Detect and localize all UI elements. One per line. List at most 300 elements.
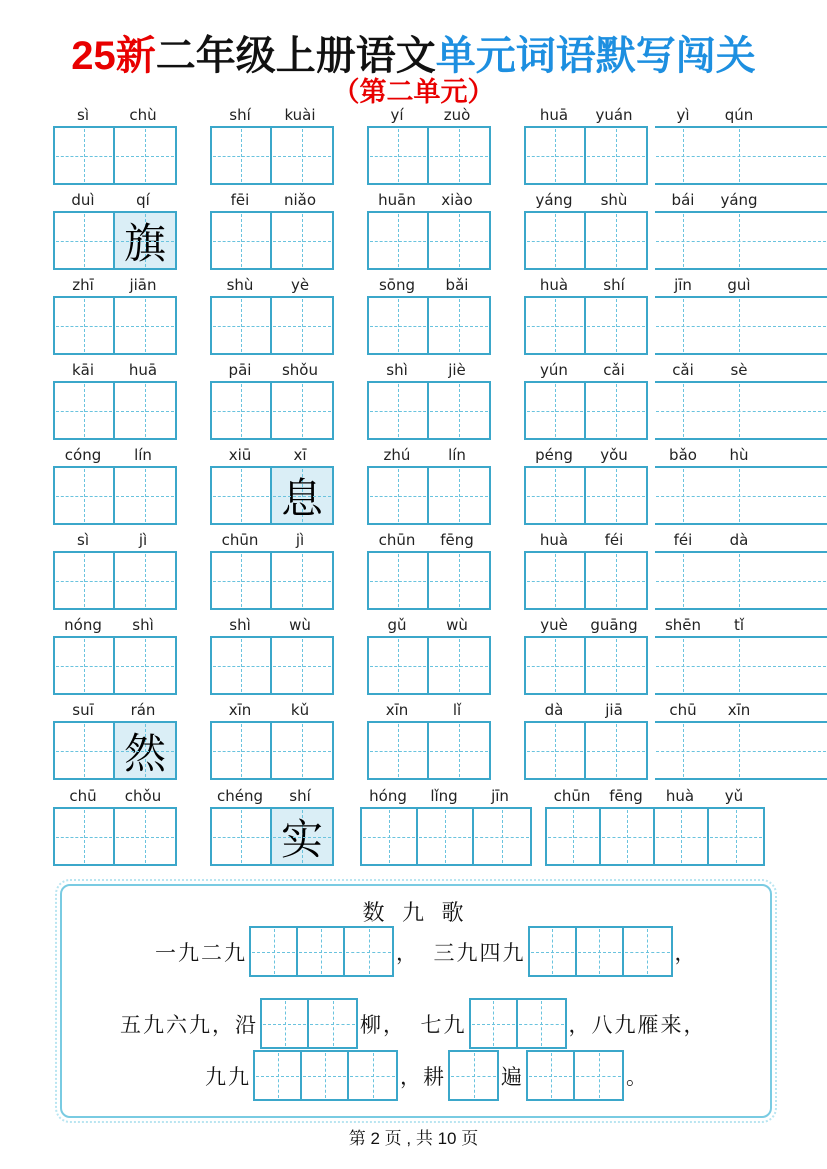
writing-grid [545, 807, 765, 866]
character-cell[interactable] [272, 553, 332, 608]
pinyin-label [524, 531, 648, 551]
pinyin-label [210, 446, 334, 466]
pinyin-label [367, 531, 491, 551]
pinyin-syllable: jì [295, 531, 305, 549]
character-cell[interactable] [711, 383, 767, 438]
word-group [53, 106, 177, 185]
title-part-red: 25新 [71, 34, 156, 78]
writing-grid [210, 381, 334, 440]
poem-writing-grid [528, 926, 673, 977]
character-cell[interactable] [586, 213, 646, 268]
pinyin-label [545, 787, 765, 807]
pinyin-label [210, 191, 334, 211]
word-group [524, 531, 648, 610]
pinyin-syllable: lín [134, 446, 152, 464]
character-cell[interactable] [369, 383, 429, 438]
word-group [524, 106, 648, 185]
character-cell[interactable] [474, 809, 530, 864]
character-cell[interactable] [429, 298, 489, 353]
pinyin-syllable: jì [138, 531, 148, 549]
character-cell[interactable] [429, 638, 489, 693]
word-group [210, 531, 334, 610]
character-cell[interactable] [55, 723, 115, 778]
character-cell[interactable] [575, 1052, 622, 1099]
pinyin-label [655, 616, 827, 636]
writing-grid [210, 807, 334, 866]
pinyin-syllable: bái [671, 191, 695, 209]
writing-grid [53, 381, 177, 440]
character-cell[interactable] [369, 298, 429, 353]
pinyin-label [210, 701, 334, 721]
word-group [655, 106, 827, 185]
character-cell[interactable] [429, 383, 489, 438]
pinyin-label [210, 787, 334, 807]
word-group [367, 701, 491, 780]
word-group [53, 446, 177, 525]
pinyin-label [655, 701, 827, 721]
pinyin-syllable: xiào [441, 191, 473, 209]
pinyin-syllable: yí [390, 106, 404, 124]
writing-grid [210, 126, 334, 185]
word-group [210, 616, 334, 695]
character-cell[interactable] [711, 128, 767, 183]
pinyin-syllable: shì [229, 616, 251, 634]
poem-line [155, 926, 698, 977]
character-cell[interactable] [272, 723, 332, 778]
word-group [53, 531, 177, 610]
writing-grid [524, 211, 648, 270]
writing-grid [524, 721, 648, 780]
pinyin-syllable: yuán [595, 106, 633, 124]
character-cell[interactable] [655, 298, 711, 353]
pinyin-label [367, 191, 491, 211]
pinyin-syllable: shǒu [281, 361, 318, 379]
character-cell[interactable] [429, 553, 489, 608]
character-cell[interactable] [115, 553, 175, 608]
character-cell[interactable] [528, 1052, 575, 1099]
character-cell[interactable] [418, 809, 474, 864]
poem-title: 数 九 歌 [362, 900, 470, 925]
character-cell[interactable] [429, 128, 489, 183]
character-cell[interactable] [369, 213, 429, 268]
character-cell[interactable] [586, 298, 646, 353]
pinyin-syllable: yè [290, 276, 310, 294]
pinyin-syllable: fēi [230, 191, 250, 209]
pinyin-label [367, 106, 491, 126]
character-cell[interactable] [711, 298, 767, 353]
writing-grid [655, 636, 827, 695]
pinyin-label [53, 361, 177, 381]
pinyin-syllable: kuài [284, 106, 316, 124]
poem-text: 五九六九，沿 [120, 1012, 258, 1037]
character-cell[interactable] [526, 723, 586, 778]
character-cell[interactable] [577, 928, 624, 975]
character-cell[interactable] [586, 723, 646, 778]
pinyin-syllable: jīn [491, 787, 509, 805]
character-cell[interactable] [212, 553, 272, 608]
pinyin-syllable: xī [293, 446, 307, 464]
character-cell[interactable] [711, 468, 767, 523]
character-cell[interactable] [212, 809, 272, 864]
character-cell[interactable] [526, 128, 586, 183]
writing-grid [655, 466, 827, 525]
filled-character: 实 [280, 817, 323, 864]
character-cell[interactable] [711, 553, 767, 608]
writing-grid [53, 636, 177, 695]
pinyin-label [524, 106, 648, 126]
clipped-cell-pad [767, 298, 827, 353]
character-cell[interactable] [55, 128, 115, 183]
word-group [367, 276, 491, 355]
character-cell[interactable] [212, 128, 272, 183]
character-cell[interactable] [711, 638, 767, 693]
writing-grid [367, 636, 491, 695]
pinyin-label [655, 106, 827, 126]
writing-grid [210, 466, 334, 525]
character-cell[interactable] [362, 809, 418, 864]
writing-grid [524, 636, 648, 695]
character-cell[interactable] [526, 213, 586, 268]
character-cell[interactable] [711, 213, 767, 268]
pinyin-syllable: shí [603, 276, 625, 294]
word-group [210, 276, 334, 355]
character-cell[interactable] [345, 928, 392, 975]
pinyin-syllable: chù [129, 106, 157, 124]
pinyin-syllable: lǐng [430, 787, 458, 805]
pinyin-label [524, 276, 648, 296]
pinyin-syllable: guì [727, 276, 751, 294]
character-cell[interactable] [298, 928, 345, 975]
word-group [655, 616, 827, 695]
character-cell[interactable] [369, 638, 429, 693]
poem-text: ，耕 [400, 1064, 446, 1089]
pinyin-label [210, 361, 334, 381]
pinyin-syllable: jīn [674, 276, 692, 294]
writing-grid [655, 721, 827, 780]
character-cell[interactable] [526, 638, 586, 693]
word-group [367, 191, 491, 270]
character-cell[interactable] [471, 1000, 518, 1047]
character-cell[interactable] [369, 128, 429, 183]
pinyin-syllable: cóng [64, 446, 102, 464]
character-cell[interactable] [55, 468, 115, 523]
character-cell[interactable] [212, 468, 272, 523]
writing-grid [367, 211, 491, 270]
writing-grid [367, 551, 491, 610]
pinyin-syllable: xiū [228, 446, 252, 464]
pinyin-syllable: chūn [378, 531, 416, 549]
writing-grid [524, 551, 648, 610]
character-cell[interactable] [655, 638, 711, 693]
character-cell[interactable] [530, 928, 577, 975]
pinyin-syllable: pāi [228, 361, 252, 379]
character-cell[interactable] [309, 1000, 356, 1047]
character-cell[interactable] [115, 298, 175, 353]
pinyin-syllable: yǔ [724, 787, 744, 805]
word-group [210, 446, 334, 525]
character-cell[interactable] [212, 638, 272, 693]
pinyin-syllable: shì [386, 361, 408, 379]
pinyin-syllable: jiān [129, 276, 157, 294]
writing-grid [53, 551, 177, 610]
pinyin-syllable: shēn [664, 616, 702, 634]
pinyin-syllable: lín [448, 446, 466, 464]
pinyin-syllable: huà [665, 787, 695, 805]
pinyin-syllable: guāng [590, 616, 638, 634]
writing-grid [655, 211, 827, 270]
pinyin-syllable: chūn [553, 787, 591, 805]
character-cell[interactable] [212, 298, 272, 353]
word-group [524, 701, 648, 780]
pinyin-syllable: gǔ [387, 616, 407, 634]
character-cell[interactable] [272, 809, 332, 864]
character-cell[interactable] [711, 723, 767, 778]
pinyin-label [210, 106, 334, 126]
character-cell[interactable] [115, 723, 175, 778]
pinyin-syllable: tǐ [733, 616, 745, 634]
character-cell[interactable] [255, 1052, 302, 1099]
word-group [53, 787, 177, 866]
character-cell[interactable] [55, 638, 115, 693]
pinyin-syllable: bǎo [669, 446, 697, 464]
character-cell[interactable] [586, 638, 646, 693]
pinyin-syllable: huà [539, 531, 569, 549]
pinyin-label [655, 446, 827, 466]
pinyin-label [53, 106, 177, 126]
poem-text: 一九二九 [155, 940, 247, 965]
character-cell[interactable] [547, 809, 601, 864]
character-cell[interactable] [349, 1052, 396, 1099]
character-cell[interactable] [272, 638, 332, 693]
word-group [53, 616, 177, 695]
pinyin-label [367, 361, 491, 381]
character-cell[interactable] [429, 213, 489, 268]
character-cell[interactable] [55, 213, 115, 268]
clipped-cell-pad [767, 213, 827, 268]
pinyin-syllable: rán [130, 701, 156, 719]
pinyin-syllable: bǎi [445, 276, 469, 294]
pinyin-syllable: sè [730, 361, 748, 379]
pinyin-syllable: cǎi [672, 361, 694, 379]
clipped-cell-pad [767, 128, 827, 183]
writing-grid [524, 381, 648, 440]
pinyin-label [655, 191, 827, 211]
writing-grid [210, 211, 334, 270]
character-cell[interactable] [586, 383, 646, 438]
writing-grid [367, 296, 491, 355]
poem-box [60, 884, 772, 1118]
character-cell[interactable] [601, 809, 655, 864]
character-cell[interactable] [212, 213, 272, 268]
word-group [655, 276, 827, 355]
pinyin-syllable: duì [71, 191, 95, 209]
character-cell[interactable] [429, 723, 489, 778]
word-group [210, 787, 334, 866]
character-cell[interactable] [624, 928, 671, 975]
filled-character: 然 [123, 731, 166, 778]
pinyin-syllable: zuò [443, 106, 471, 124]
pinyin-syllable: huā [539, 106, 569, 124]
pinyin-syllable: péng [535, 446, 573, 464]
character-cell[interactable] [518, 1000, 565, 1047]
writing-grid [53, 466, 177, 525]
writing-grid [210, 721, 334, 780]
character-cell[interactable] [251, 928, 298, 975]
pinyin-syllable: xīn [727, 701, 751, 719]
character-cell[interactable] [655, 809, 709, 864]
writing-grid [360, 807, 532, 866]
character-cell[interactable] [55, 553, 115, 608]
pinyin-syllable: yǒu [600, 446, 628, 464]
character-cell[interactable] [115, 468, 175, 523]
word-group [524, 361, 648, 440]
character-cell[interactable] [55, 383, 115, 438]
character-cell[interactable] [586, 128, 646, 183]
pinyin-syllable: jiā [605, 701, 623, 719]
writing-grid [367, 466, 491, 525]
character-cell[interactable] [212, 383, 272, 438]
character-cell[interactable] [212, 723, 272, 778]
filled-character: 息 [280, 476, 323, 523]
word-group [655, 446, 827, 525]
poem-writing-grid [448, 1050, 499, 1101]
writing-grid [53, 126, 177, 185]
character-cell[interactable] [55, 809, 115, 864]
pinyin-syllable: chū [669, 701, 697, 719]
writing-grid [655, 381, 827, 440]
pinyin-syllable: fēng [440, 531, 474, 549]
writing-grid [53, 211, 177, 270]
pinyin-syllable: sì [77, 531, 89, 549]
pinyin-syllable: shù [226, 276, 254, 294]
word-group [53, 191, 177, 270]
pinyin-syllable: kǔ [290, 701, 310, 719]
poem-text: 。 [626, 1064, 649, 1089]
pinyin-label [655, 276, 827, 296]
title-part-blue: 单元词语默写闯关 [435, 34, 756, 78]
character-cell[interactable] [302, 1052, 349, 1099]
pinyin-syllable: fēng [609, 787, 643, 805]
character-cell[interactable] [655, 723, 711, 778]
word-group [524, 446, 648, 525]
character-cell[interactable] [369, 468, 429, 523]
pinyin-syllable: xīn [385, 701, 409, 719]
clipped-cell-pad [767, 723, 827, 778]
pinyin-label [53, 276, 177, 296]
word-group [524, 616, 648, 695]
pinyin-label [655, 531, 827, 551]
character-cell[interactable] [369, 553, 429, 608]
writing-grid [53, 296, 177, 355]
character-cell[interactable] [262, 1000, 309, 1047]
pinyin-syllable: shí [289, 787, 311, 805]
character-cell[interactable] [655, 468, 711, 523]
character-cell[interactable] [709, 809, 763, 864]
character-cell[interactable] [115, 383, 175, 438]
character-cell[interactable] [655, 128, 711, 183]
clipped-cell-pad [767, 553, 827, 608]
pinyin-syllable: yáng [535, 191, 573, 209]
pinyin-syllable: chǒu [124, 787, 162, 805]
pinyin-syllable: niǎo [283, 191, 317, 209]
writing-grid [524, 126, 648, 185]
character-cell[interactable] [655, 213, 711, 268]
character-cell[interactable] [655, 553, 711, 608]
character-cell[interactable] [586, 468, 646, 523]
word-group [655, 701, 827, 780]
poem-line [205, 1050, 649, 1101]
poem-writing-grid [260, 998, 358, 1049]
word-group [360, 787, 532, 866]
word-group [53, 701, 177, 780]
writing-grid [367, 126, 491, 185]
pinyin-syllable: sōng [378, 276, 416, 294]
character-cell[interactable] [115, 638, 175, 693]
word-group [524, 191, 648, 270]
character-cell[interactable] [55, 298, 115, 353]
word-group [524, 276, 648, 355]
pinyin-label [53, 531, 177, 551]
word-group [655, 191, 827, 270]
character-cell[interactable] [450, 1052, 497, 1099]
pinyin-syllable: suī [72, 701, 94, 719]
poem-text: 九九 [205, 1064, 251, 1089]
pinyin-syllable: shí [229, 106, 251, 124]
character-cell[interactable] [369, 723, 429, 778]
character-cell[interactable] [115, 213, 175, 268]
pinyin-syllable: shì [132, 616, 154, 634]
poem-text: 遍 [501, 1064, 524, 1089]
character-cell[interactable] [272, 213, 332, 268]
word-group [367, 616, 491, 695]
character-cell[interactable] [655, 383, 711, 438]
poem-line [120, 998, 707, 1049]
character-cell[interactable] [272, 468, 332, 523]
character-cell[interactable] [526, 298, 586, 353]
character-cell[interactable] [272, 298, 332, 353]
word-group [367, 361, 491, 440]
pinyin-label [367, 701, 491, 721]
pinyin-syllable: jiè [448, 361, 466, 379]
word-group [367, 531, 491, 610]
poem-writing-grid [526, 1050, 624, 1101]
character-cell[interactable] [526, 383, 586, 438]
character-cell[interactable] [526, 468, 586, 523]
poem-writing-grid [249, 926, 394, 977]
word-group [53, 276, 177, 355]
writing-grid [524, 466, 648, 525]
pinyin-syllable: qí [136, 191, 150, 209]
pinyin-label [53, 701, 177, 721]
pinyin-label [524, 446, 648, 466]
pinyin-label [367, 616, 491, 636]
pinyin-label [524, 361, 648, 381]
character-cell[interactable] [429, 468, 489, 523]
pinyin-syllable: zhī [72, 276, 94, 294]
character-cell[interactable] [526, 553, 586, 608]
writing-grid [53, 807, 177, 866]
character-cell[interactable] [586, 553, 646, 608]
pinyin-label [360, 787, 532, 807]
pinyin-syllable: kāi [71, 361, 95, 379]
character-cell[interactable] [272, 383, 332, 438]
character-cell[interactable] [115, 809, 175, 864]
character-cell[interactable] [115, 128, 175, 183]
word-group [367, 106, 491, 185]
character-cell[interactable] [272, 128, 332, 183]
pinyin-syllable: yáng [720, 191, 758, 209]
pinyin-label [53, 446, 177, 466]
